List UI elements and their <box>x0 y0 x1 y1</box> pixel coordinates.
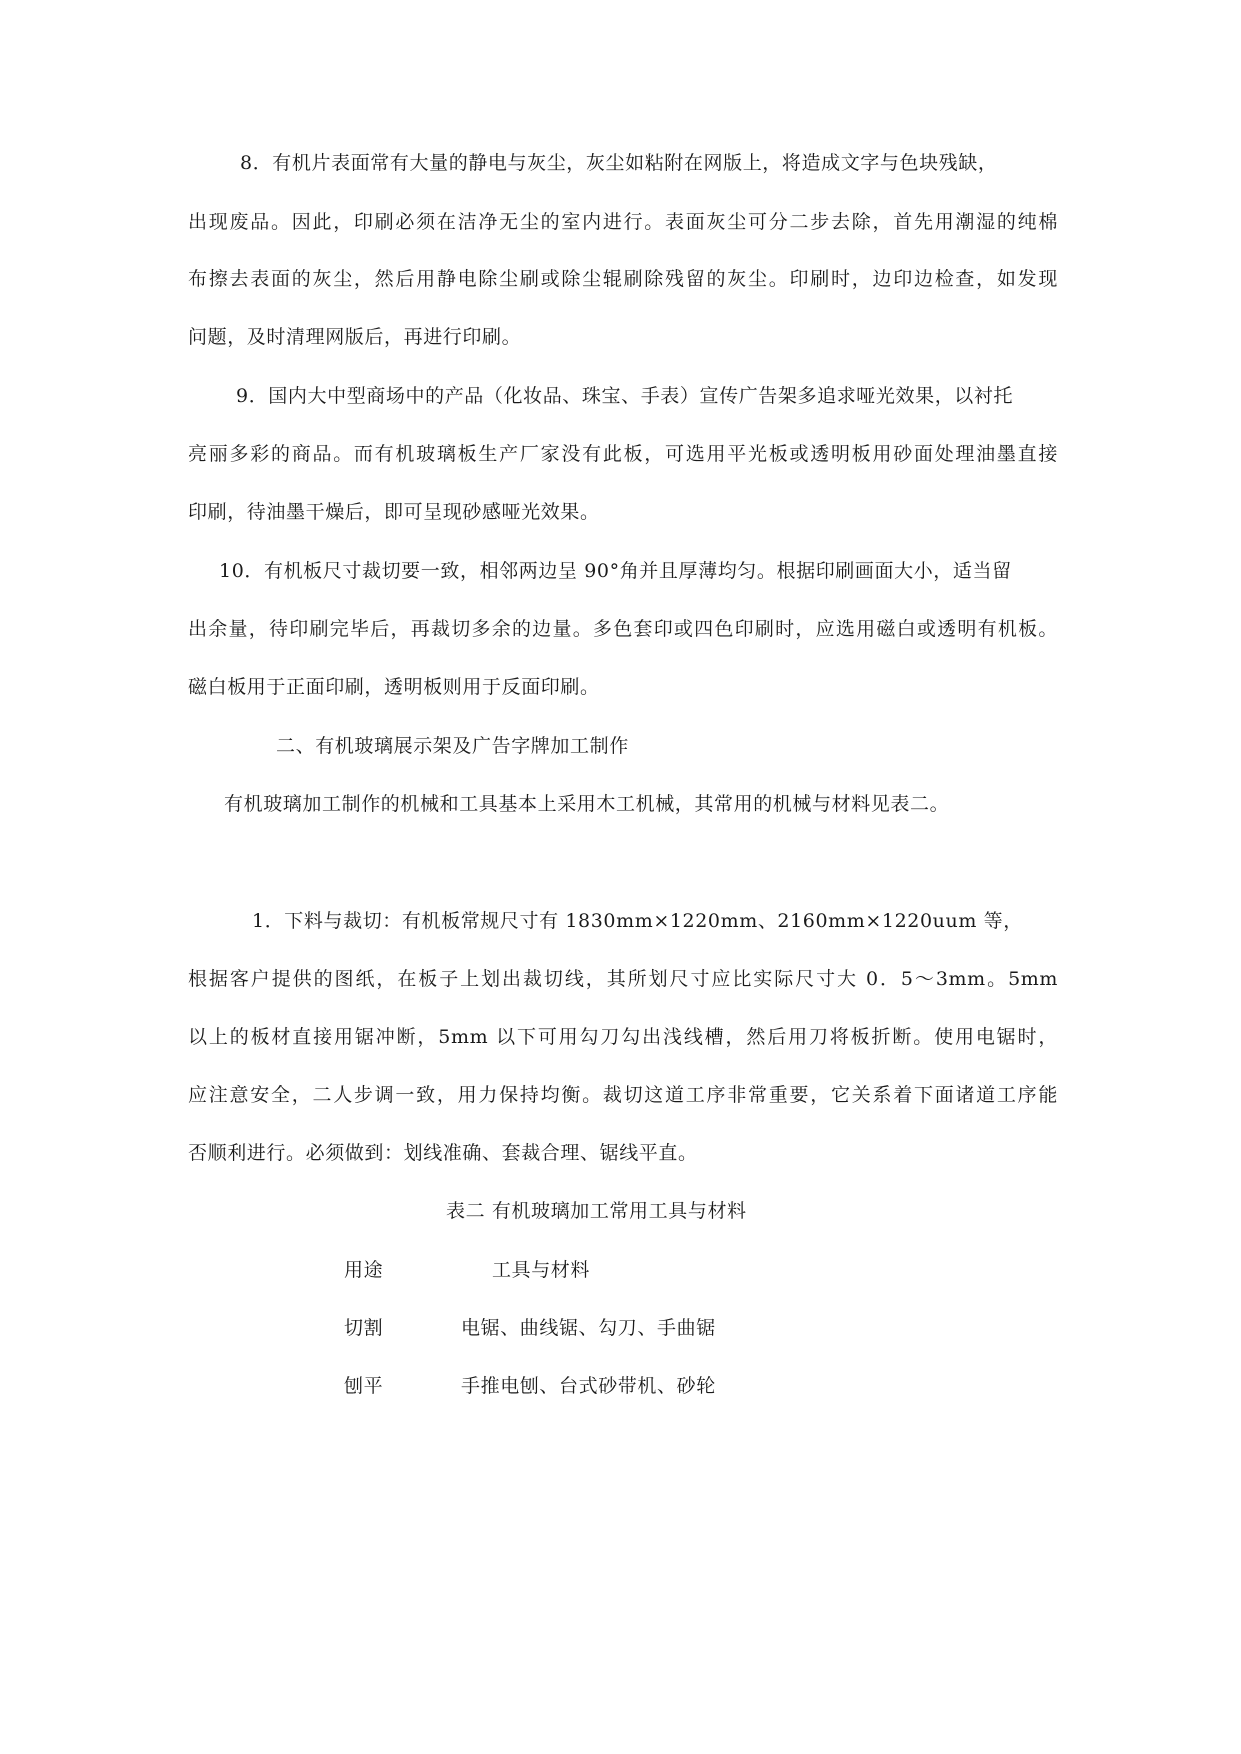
paragraph-8-line-1: 8．有机片表面常有大量的静电与灰尘，灰尘如粘附在网版上，将造成文字与色块残缺， <box>240 152 998 174</box>
section-heading: 二、有机玻璃展示架及广告字牌加工制作 <box>276 735 629 757</box>
paragraph-8-line-4: 问题，及时清理网版后，再进行印刷。 <box>188 326 522 348</box>
paragraph-10-line-1: 10．有机板尺寸裁切要一致，相邻两边呈 90°角并且厚薄均匀。根据印刷画面大小，适当留 <box>219 560 1012 582</box>
paragraph-1-line-3: 以上的板材直接用锯冲断，5mm 以下可用勾刀勾出浅线槽，然后用刀将板折断。使用电锯时， <box>188 1026 1058 1048</box>
paragraph-1-line-4: 应注意安全，二人步调一致，用力保持均衡。裁切这道工序非常重要，它关系着下面诸道工序能 <box>188 1084 1058 1106</box>
paragraph-9-line-1: 9．国内大中型商场中的产品（化妆品、珠宝、手表）宣传广告架多追求哑光效果，以衬托 <box>236 385 1014 407</box>
paragraph-10-line-2: 出余量，待印刷完毕后，再裁切多余的边量。多色套印或四色印刷时，应选用磁白或透明有机板。 <box>188 618 1058 640</box>
paragraph-1-line-5: 否顺利进行。必须做到：划线准确、套裁合理、锯线平直。 <box>188 1142 698 1164</box>
paragraph-9-line-2: 亮丽多彩的商品。而有机玻璃板生产厂家没有此板，可选用平光板或透明板用砂面处理油墨直接 <box>188 443 1058 465</box>
table-header-tools: 工具与材料 <box>492 1259 591 1281</box>
paragraph-9-line-3: 印刷，待油墨干燥后，即可呈现砂感哑光效果。 <box>188 501 600 523</box>
table-cell-tools: 电锯、曲线锯、勾刀、手曲锯 <box>461 1317 716 1339</box>
paragraph-8-line-2: 出现废品。因此，印刷必须在洁净无尘的室内进行。表面灰尘可分二步去除，首先用潮湿的纯棉 <box>188 211 1058 233</box>
section-intro: 有机玻璃加工制作的机械和工具基本上采用木工机械，其常用的机械与材料见表二。 <box>224 793 950 815</box>
paragraph-1-line-2: 根据客户提供的图纸，在板子上划出裁切线，其所划尺寸应比实际尺寸大 0．5～3mm。5mm <box>188 968 1058 990</box>
table-header-purpose: 用途 <box>344 1259 384 1281</box>
paragraph-1-line-1: 1．下料与裁切：有机板常规尺寸有 1830mm×1220mm、2160mm×1220uum 等， <box>252 910 1023 932</box>
paragraph-8-line-3: 布擦去表面的灰尘，然后用静电除尘刷或除尘辊刷除残留的灰尘。印刷时，边印边检查，如发现 <box>188 268 1058 290</box>
table-caption: 表二 有机玻璃加工常用工具与材料 <box>446 1200 747 1222</box>
table-cell-purpose: 刨平 <box>344 1375 384 1397</box>
table-cell-tools: 手推电刨、台式砂带机、砂轮 <box>461 1375 716 1397</box>
table-cell-purpose: 切割 <box>344 1317 384 1339</box>
paragraph-10-line-3: 磁白板用于正面印刷，透明板则用于反面印刷。 <box>188 676 600 698</box>
